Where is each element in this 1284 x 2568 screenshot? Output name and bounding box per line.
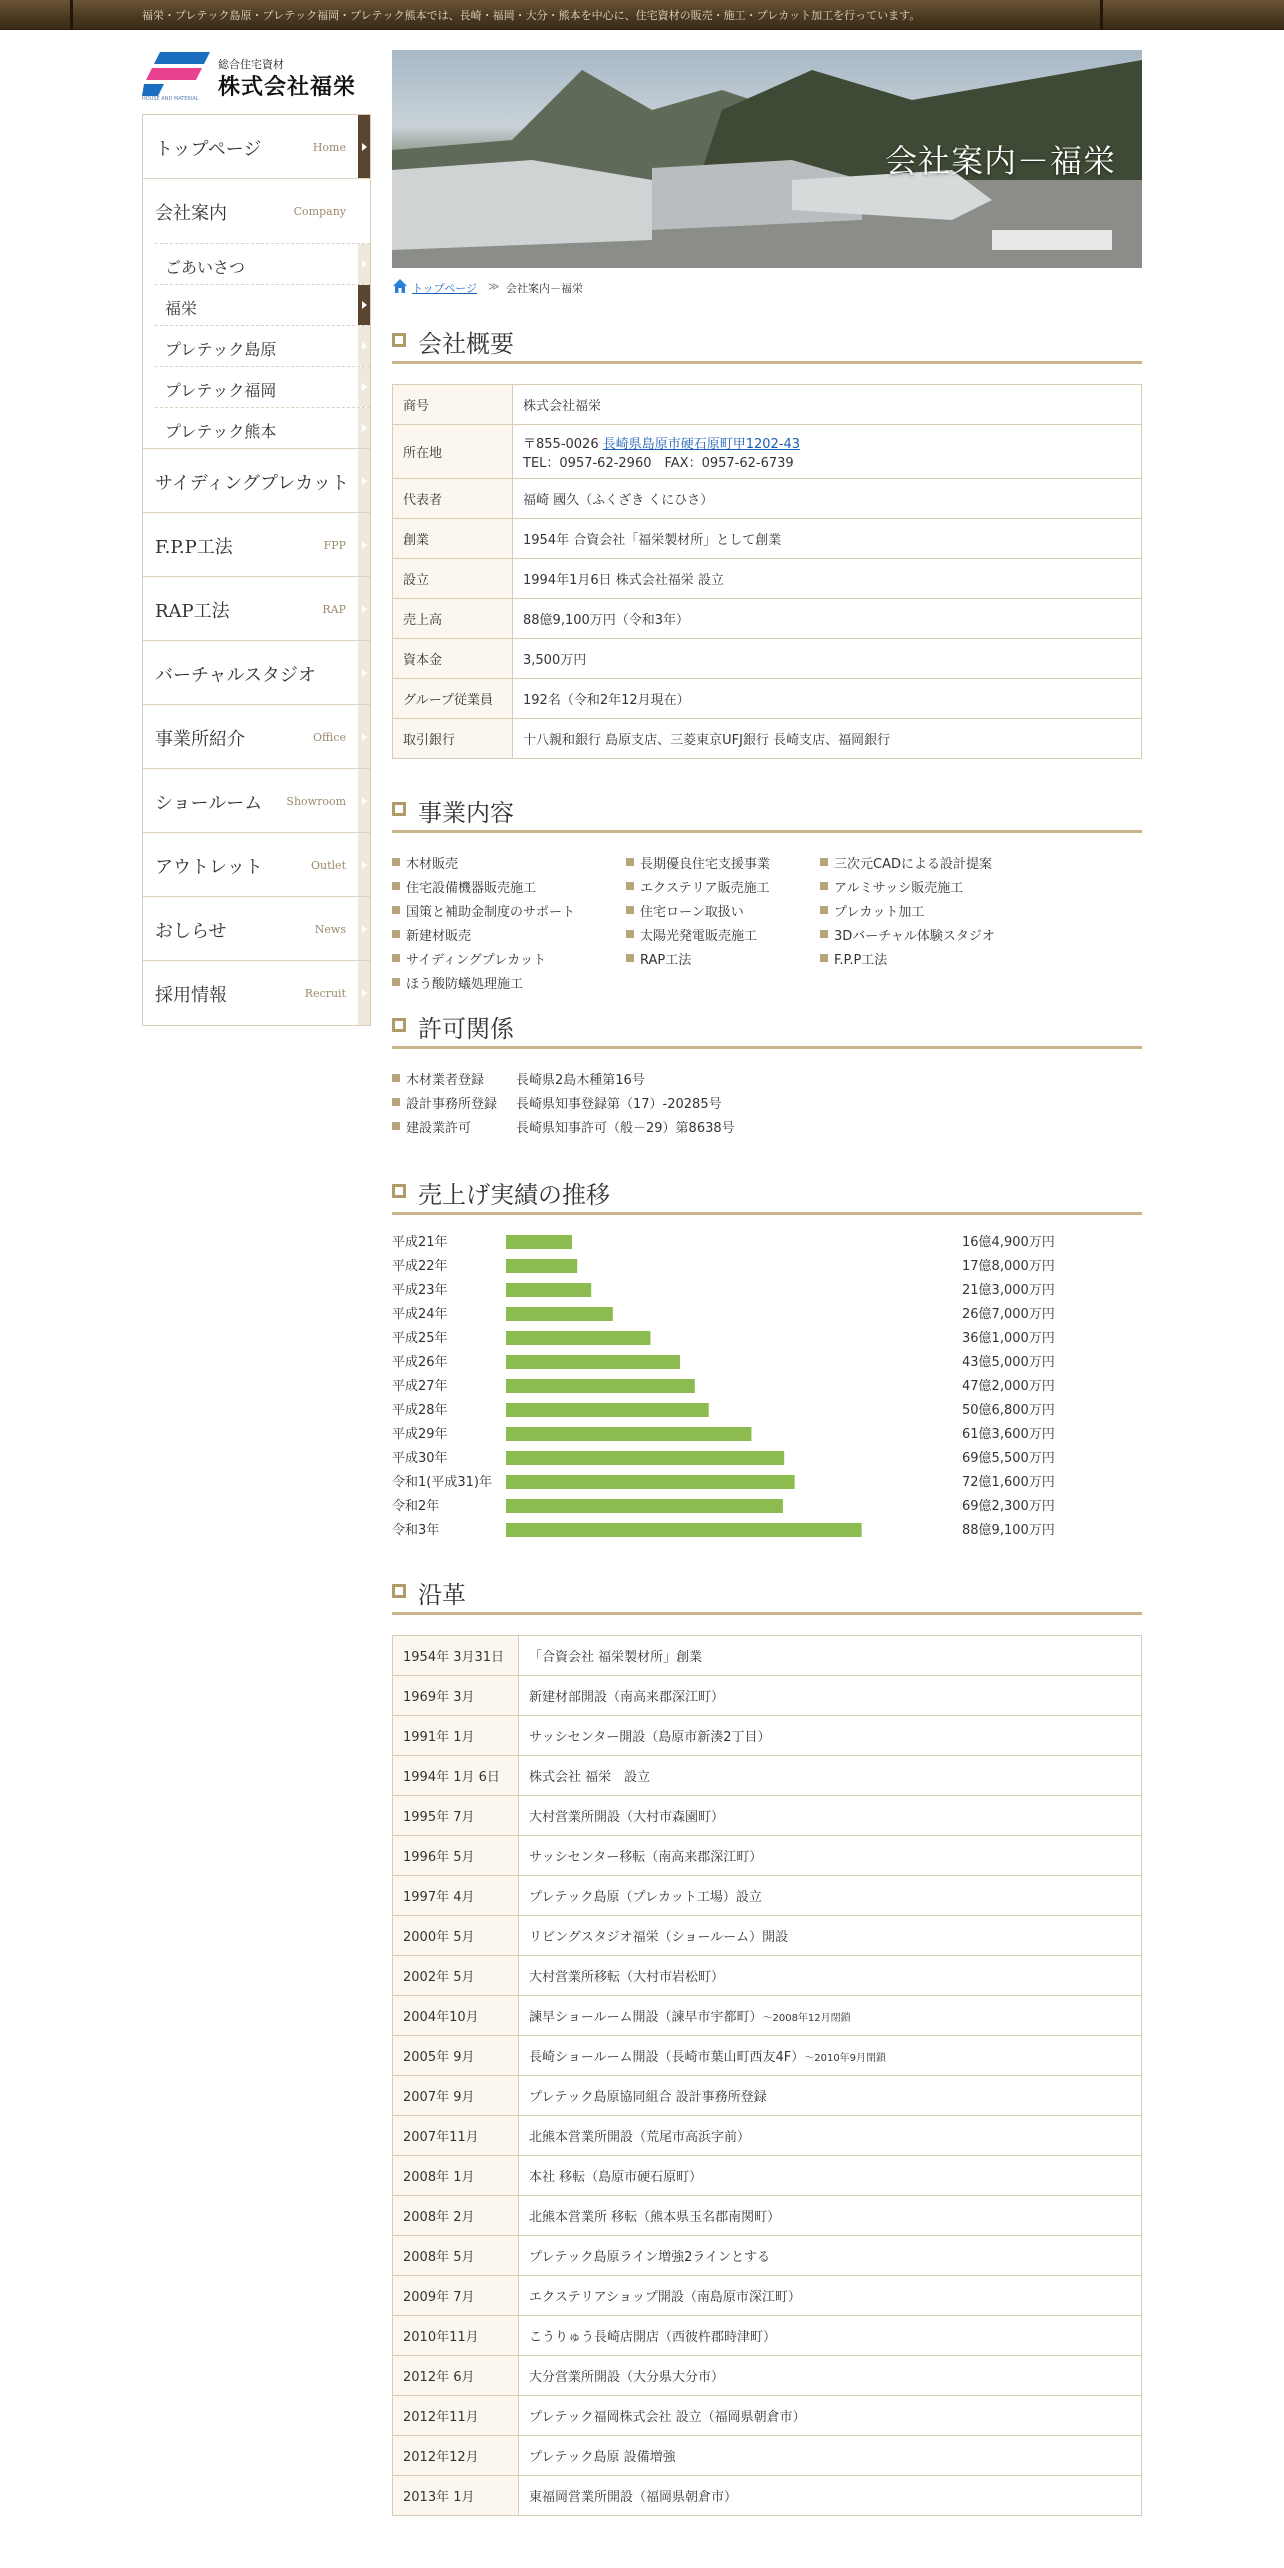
table-row <box>393 2196 1142 2236</box>
table-row <box>393 2236 1142 2276</box>
table-row <box>393 1636 1142 1676</box>
history-event <box>519 1916 1142 1956</box>
sales-bar <box>506 1427 751 1441</box>
wood-divider <box>1100 0 1103 30</box>
history-date: 2005年 9月 <box>393 2036 519 2076</box>
chevron-right-icon <box>358 244 370 284</box>
address-map-link[interactable]: 長崎県島原市硬石原町甲1202-43 <box>602 436 801 452</box>
history-date: 1991年 1月 <box>393 1716 519 1756</box>
list-item: F.P.P工法 <box>820 949 995 973</box>
history-date: 2004年10月 <box>393 1996 519 2036</box>
list-item: アルミサッシ販売施工 <box>820 877 995 901</box>
nav-label-en: Outlet <box>311 859 346 872</box>
home-icon <box>392 278 408 294</box>
nav-label: RAP工法 <box>155 601 230 622</box>
value-label: 16億4,900万円 <box>962 1235 1055 1250</box>
category-label: 令和2年 <box>392 1499 440 1514</box>
table-row <box>393 2116 1142 2156</box>
list-item: 木材販売 <box>392 853 575 877</box>
logo-company-name: 株式会社福栄 <box>218 74 357 100</box>
main-content <box>392 50 1142 2516</box>
table-value: 88億9,100万円（令和3年） <box>513 599 1142 639</box>
list-item: 新建材販売 <box>392 925 575 949</box>
nav-item-home[interactable] <box>143 115 370 179</box>
history-event-text: 大村営業所開設（大村市森園町） <box>529 1810 725 1825</box>
permit-key: 建設業許可 <box>406 1121 472 1136</box>
subnav-label: プレテック福岡 <box>165 381 277 400</box>
category-label: 平成25年 <box>392 1331 448 1346</box>
list-item: 長期優良住宅支援事業 <box>626 853 770 877</box>
table-key: 資本金 <box>393 639 513 679</box>
nav-label: 事業所紹介 <box>155 729 245 750</box>
chevron-right-icon <box>358 897 370 960</box>
list-item: サイディングプレカット <box>392 949 575 973</box>
value-label: 47億2,000万円 <box>962 1379 1055 1394</box>
permit-key: 木材業者登録 <box>406 1073 485 1088</box>
table-row <box>393 2396 1142 2436</box>
table-value: 1994年1月6日 株式会社福栄 設立 <box>513 559 1142 599</box>
logo-mark-icon <box>142 50 212 98</box>
table-row <box>393 1716 1142 1756</box>
table-value <box>513 425 1142 479</box>
history-date: 2009年 7月 <box>393 2276 519 2316</box>
company-logo[interactable] <box>142 50 372 102</box>
sidebar-nav <box>142 114 371 1026</box>
history-event <box>519 1996 1142 2036</box>
category-label: 平成30年 <box>392 1451 448 1466</box>
table-key: 売上高 <box>393 599 513 639</box>
sales-bar <box>506 1331 650 1345</box>
history-date: 2008年 2月 <box>393 2196 519 2236</box>
value-label: 21億3,000万円 <box>962 1283 1055 1298</box>
square-bullet-icon <box>392 1584 406 1598</box>
table-row <box>393 1956 1142 1996</box>
sales-bar <box>506 1235 572 1249</box>
table-key: 商号 <box>393 385 513 425</box>
history-event-text: プレテック福岡株式会社 設立（福岡県朝倉市） <box>529 2410 806 2425</box>
section-heading-history <box>392 1569 1142 1615</box>
list-item: エクステリア販売施工 <box>626 877 770 901</box>
sales-bar <box>506 1475 795 1489</box>
table-value: 福崎 國久（ふくざき くにひさ） <box>513 479 1142 519</box>
list-item: ほう酸防蟻処理施工 <box>392 973 575 997</box>
subnav-item-fukuei[interactable] <box>155 284 370 325</box>
section-heading-overview <box>392 318 1142 364</box>
company-overview-table <box>392 384 1142 759</box>
history-event-text: サッシセンター移転（南高来郡深江町） <box>529 1850 763 1865</box>
nav-item-showroom[interactable] <box>143 769 370 833</box>
history-event <box>519 2476 1142 2516</box>
chevron-right-icon <box>358 961 370 1025</box>
table-row <box>393 2476 1142 2516</box>
nav-item-company[interactable] <box>143 179 370 243</box>
nav-item-virtual-studio[interactable] <box>143 641 370 705</box>
history-event-text: 長崎ショールーム開設（長崎市葉山町西友4F） <box>529 2050 805 2065</box>
subnav-label: ごあいさつ <box>165 258 246 277</box>
history-date: 2013年 1月 <box>393 2476 519 2516</box>
history-event <box>519 2236 1142 2276</box>
business-list <box>392 853 1142 993</box>
value-label: 36億1,000万円 <box>962 1331 1055 1346</box>
list-item: 国策と補助金制度のサポート <box>392 901 575 925</box>
list-item: RAP工法 <box>626 949 770 973</box>
history-event-text: 東福岡営業所開設（福岡県朝倉市） <box>529 2490 738 2505</box>
nav-label: 会社案内 <box>155 203 227 224</box>
history-event <box>519 1796 1142 1836</box>
history-event-text: リビングスタジオ福栄（ショールーム）開設 <box>529 1930 789 1945</box>
subnav-label: 福栄 <box>165 299 198 318</box>
business-column <box>626 853 770 973</box>
sales-bar <box>506 1355 680 1369</box>
table-key: 代表者 <box>393 479 513 519</box>
breadcrumb-home-link[interactable]: トップページ <box>412 282 478 295</box>
table-row <box>393 1796 1142 1836</box>
category-label: 平成26年 <box>392 1355 448 1370</box>
company-submenu <box>143 243 370 449</box>
permit-list <box>392 1069 1142 1141</box>
table-key: 所在地 <box>393 425 513 479</box>
nav-label-en: Home <box>312 141 346 154</box>
value-label: 26億7,000万円 <box>962 1307 1055 1322</box>
history-event <box>519 2276 1142 2316</box>
history-event <box>519 1716 1142 1756</box>
history-date: 2012年 6月 <box>393 2356 519 2396</box>
table-value: 3,500万円 <box>513 639 1142 679</box>
list-item: 太陽光発電販売施工 <box>626 925 770 949</box>
history-note: ～2010年9月閉鎖 <box>804 2053 887 2064</box>
table-row <box>393 385 1142 425</box>
table-row <box>393 425 1142 479</box>
list-item <box>392 1069 1142 1093</box>
history-event <box>519 2156 1142 2196</box>
table-row <box>393 479 1142 519</box>
permit-key: 設計事務所登録 <box>406 1097 498 1112</box>
subnav-item-pretec-kumamoto[interactable] <box>155 407 370 448</box>
nav-label: トップページ <box>155 139 262 160</box>
subnav-item-pretec-shimabara[interactable] <box>155 325 370 366</box>
value-label: 50億6,800万円 <box>962 1403 1055 1418</box>
history-event-text: プレテック島原 設備増強 <box>529 2450 676 2465</box>
sales-bar <box>506 1307 613 1321</box>
history-date: 2008年 5月 <box>393 2236 519 2276</box>
history-event <box>519 1876 1142 1916</box>
history-event-text: 新建材部開設（南高来郡深江町） <box>529 1690 725 1705</box>
section-title: 売上げ実績の推移 <box>418 1181 610 1209</box>
table-row <box>393 559 1142 599</box>
table-value: 株式会社福栄 <box>513 385 1142 425</box>
permit-value: 長崎県知事登録第（17）-20285号 <box>516 1097 722 1112</box>
permit-value: 長崎県知事許可（般－29）第8638号 <box>516 1121 735 1136</box>
history-event <box>519 2196 1142 2236</box>
table-value: 1954年 合資会社「福栄製材所」として創業 <box>513 519 1142 559</box>
nav-label-en: Showroom <box>286 795 346 808</box>
history-event <box>519 2316 1142 2356</box>
table-key: 取引銀行 <box>393 719 513 759</box>
table-row <box>393 2156 1142 2196</box>
nav-label: おしらせ <box>155 921 227 942</box>
sales-bar <box>506 1403 709 1417</box>
history-event-text: 「合資会社 福栄製材所」創業 <box>529 1650 703 1665</box>
category-label: 令和3年 <box>392 1523 440 1538</box>
chevron-right-icon <box>358 769 370 832</box>
subnav-label: プレテック熊本 <box>165 422 277 441</box>
nav-label-en: News <box>314 923 346 936</box>
history-event-text: 株式会社 福栄 設立 <box>529 1770 651 1785</box>
nav-item-siding-precut[interactable] <box>143 449 370 513</box>
history-event <box>519 1756 1142 1796</box>
value-label: 69億2,300万円 <box>962 1499 1055 1514</box>
table-key: 設立 <box>393 559 513 599</box>
history-event <box>519 1956 1142 1996</box>
history-event-text: 北熊本営業所 移転（熊本県玉名郡南関町） <box>529 2210 781 2225</box>
value-label: 43億5,000万円 <box>962 1355 1055 1370</box>
chevron-right-icon <box>358 641 370 704</box>
table-row <box>393 639 1142 679</box>
chevron-right-icon <box>358 577 370 640</box>
history-event <box>519 2436 1142 2476</box>
history-event <box>519 1676 1142 1716</box>
nav-label: バーチャルスタジオ <box>155 665 316 686</box>
wood-divider <box>70 0 73 30</box>
square-bullet-icon <box>392 1184 406 1198</box>
square-bullet-icon <box>392 802 406 816</box>
sales-bar <box>506 1379 695 1393</box>
section-heading-permits <box>392 1003 1142 1049</box>
nav-item-outlet[interactable] <box>143 833 370 897</box>
table-row <box>393 599 1142 639</box>
nav-item-recruit[interactable] <box>143 961 370 1025</box>
nav-label: 採用情報 <box>155 985 227 1006</box>
history-date: 1969年 3月 <box>393 1676 519 1716</box>
history-event-text: こうりゅう長崎店開店（西彼杵郡時津町） <box>529 2330 777 2345</box>
table-row <box>393 679 1142 719</box>
history-date: 2012年12月 <box>393 2436 519 2476</box>
chevron-right-icon <box>358 115 370 178</box>
history-event-text: サッシセンター開設（島原市新湊2丁目） <box>529 1730 771 1745</box>
list-item <box>392 1093 1142 1117</box>
permit-value: 長崎県2島木種第16号 <box>516 1073 645 1088</box>
table-row <box>393 2356 1142 2396</box>
table-value: 十八親和銀行 島原支店、三菱東京UFJ銀行 長崎支店、福岡銀行 <box>513 719 1142 759</box>
section-heading-sales <box>392 1169 1142 1215</box>
history-date: 1996年 5月 <box>393 1836 519 1876</box>
history-date: 2012年11月 <box>393 2396 519 2436</box>
table-row <box>393 2436 1142 2476</box>
sales-bar <box>506 1451 784 1465</box>
chevron-right-icon <box>358 326 370 366</box>
history-event-text: 大分営業所開設（大分県大分市） <box>529 2370 725 2385</box>
list-item: 3Dバーチャル体験スタジオ <box>820 925 995 949</box>
table-row <box>393 2036 1142 2076</box>
hero-banner <box>392 50 1142 268</box>
nav-item-rap[interactable] <box>143 577 370 641</box>
category-label: 平成27年 <box>392 1379 448 1394</box>
table-value: 192名（令和2年12月現在） <box>513 679 1142 719</box>
nav-label-en: RAP <box>322 603 346 616</box>
value-label: 72億1,600万円 <box>962 1475 1055 1490</box>
history-event-text: プレテック島原（プレカット工場）設立 <box>529 1890 762 1905</box>
category-label: 平成28年 <box>392 1403 448 1418</box>
subnav-item-pretec-fukuoka[interactable] <box>155 366 370 407</box>
history-event <box>519 2396 1142 2436</box>
category-label: 令和1(平成31)年 <box>392 1475 492 1490</box>
history-event-text: 本社 移転（島原市硬石原町） <box>529 2170 703 2185</box>
table-row <box>393 1676 1142 1716</box>
value-label: 61億3,600万円 <box>962 1427 1055 1442</box>
history-event-text: 諫早ショールーム開設（諫早市宇都町） <box>529 2010 763 2025</box>
nav-item-news[interactable] <box>143 897 370 961</box>
table-row <box>393 1996 1142 2036</box>
history-note: ～2008年12月閉鎖 <box>762 2013 851 2024</box>
history-date: 2010年11月 <box>393 2316 519 2356</box>
history-date: 1997年 4月 <box>393 1876 519 1916</box>
sales-bar <box>506 1523 862 1537</box>
chevron-right-icon <box>358 367 370 407</box>
nav-item-office[interactable] <box>143 705 370 769</box>
table-row <box>393 2316 1142 2356</box>
value-label: 17億8,000万円 <box>962 1259 1055 1274</box>
category-label: 平成24年 <box>392 1307 448 1322</box>
history-event <box>519 2356 1142 2396</box>
nav-label-en: Company <box>293 205 346 218</box>
hero-title: 会社案内－福栄 <box>884 142 1116 180</box>
nav-label: サイディングプレカット <box>155 473 350 494</box>
section-title: 会社概要 <box>418 330 514 358</box>
history-date: 2000年 5月 <box>393 1916 519 1956</box>
history-event-text: 大村営業所移転（大村市岩松町） <box>529 1970 725 1985</box>
nav-label: F.P.P工法 <box>155 537 233 558</box>
table-row <box>393 1876 1142 1916</box>
history-event-text: 北熊本営業所開設（荒尾市高浜字前） <box>529 2130 751 2145</box>
table-key: グループ従業員 <box>393 679 513 719</box>
history-event <box>519 2036 1142 2076</box>
history-event-text: プレテック島原ライン増強2ラインとする <box>529 2250 770 2265</box>
history-event <box>519 2116 1142 2156</box>
table-row <box>393 1916 1142 1956</box>
history-event <box>519 1636 1142 1676</box>
list-item: プレカット加工 <box>820 901 995 925</box>
table-row <box>393 1756 1142 1796</box>
tel-fax: TEL：0957-62-2960 FAX：0957-62-6739 <box>523 455 794 471</box>
history-date: 2002年 5月 <box>393 1956 519 1996</box>
table-key: 創業 <box>393 519 513 559</box>
category-label: 平成29年 <box>392 1427 448 1442</box>
chevron-right-icon <box>358 513 370 576</box>
history-date: 1995年 7月 <box>393 1796 519 1836</box>
top-bar <box>0 0 1284 30</box>
nav-item-fpp[interactable] <box>143 513 370 577</box>
history-event-text: エクステリアショップ開設（南島原市深江町） <box>529 2290 801 2305</box>
breadcrumb <box>392 278 1142 296</box>
table-row <box>393 519 1142 559</box>
subnav-item-greeting[interactable] <box>155 243 370 284</box>
sales-bar <box>506 1259 577 1273</box>
table-row <box>393 1836 1142 1876</box>
history-event-text: プレテック島原協同組合 設計事務所登録 <box>529 2090 767 2105</box>
history-date: 1954年 3月31日 <box>393 1636 519 1676</box>
logo-tagline: 総合住宅資材 <box>218 58 284 71</box>
history-date: 2007年11月 <box>393 2116 519 2156</box>
sales-bar <box>506 1283 591 1297</box>
chevron-right-icon <box>358 449 370 512</box>
category-label: 平成23年 <box>392 1283 448 1298</box>
sales-bar <box>506 1499 783 1513</box>
nav-label: アウトレット <box>155 857 263 878</box>
sales-chart <box>392 1231 1142 1549</box>
value-label: 69億5,500万円 <box>962 1451 1055 1466</box>
category-label: 平成21年 <box>392 1235 448 1250</box>
table-row <box>393 2276 1142 2316</box>
logo-subtext: HOUSE AND MATERIAL <box>142 96 199 102</box>
nav-label-en: Office <box>312 731 346 744</box>
section-heading-business <box>392 787 1142 833</box>
postal-code: 〒855-0026 <box>523 436 599 452</box>
history-date: 2007年 9月 <box>393 2076 519 2116</box>
square-bullet-icon <box>392 333 406 347</box>
subnav-label: プレテック島原 <box>165 340 277 359</box>
business-column <box>820 853 995 973</box>
breadcrumb-current: 会社案内－福栄 <box>506 282 583 295</box>
sales-bar-chart <box>392 1231 1142 1549</box>
history-date: 2008年 1月 <box>393 2156 519 2196</box>
history-event <box>519 2076 1142 2116</box>
table-row <box>393 2076 1142 2116</box>
section-title: 許可関係 <box>418 1015 514 1043</box>
section-title: 沿革 <box>418 1581 466 1609</box>
list-item: 住宅設備機器販売施工 <box>392 877 575 901</box>
chevron-right-icon <box>358 408 370 448</box>
list-item <box>392 1117 1142 1141</box>
nav-label: ショールーム <box>155 793 263 814</box>
site-description: 福栄・プレテック島原・プレテック福岡・プレテック熊本では、長崎・福岡・大分・熊本を中心に、住宅資材の販売・施工・プレカット加工を行っています。 <box>142 9 921 22</box>
nav-label-en: Recruit <box>304 987 346 1000</box>
list-item: 三次元CADによる設計提案 <box>820 853 995 877</box>
breadcrumb-separator: ≫ <box>488 280 500 293</box>
chevron-right-icon <box>358 705 370 768</box>
nav-label-en: FPP <box>323 539 346 552</box>
category-label: 平成22年 <box>392 1259 448 1274</box>
chevron-right-icon <box>358 833 370 896</box>
history-date: 1994年 1月 6日 <box>393 1756 519 1796</box>
section-title: 事業内容 <box>418 799 514 827</box>
value-label: 88億9,100万円 <box>962 1523 1055 1538</box>
table-row <box>393 719 1142 759</box>
history-event <box>519 1836 1142 1876</box>
square-bullet-icon <box>392 1018 406 1032</box>
history-table <box>392 1635 1142 2516</box>
chevron-right-icon <box>358 285 370 325</box>
list-item: 住宅ローン取扱い <box>626 901 770 925</box>
business-column <box>392 853 575 997</box>
